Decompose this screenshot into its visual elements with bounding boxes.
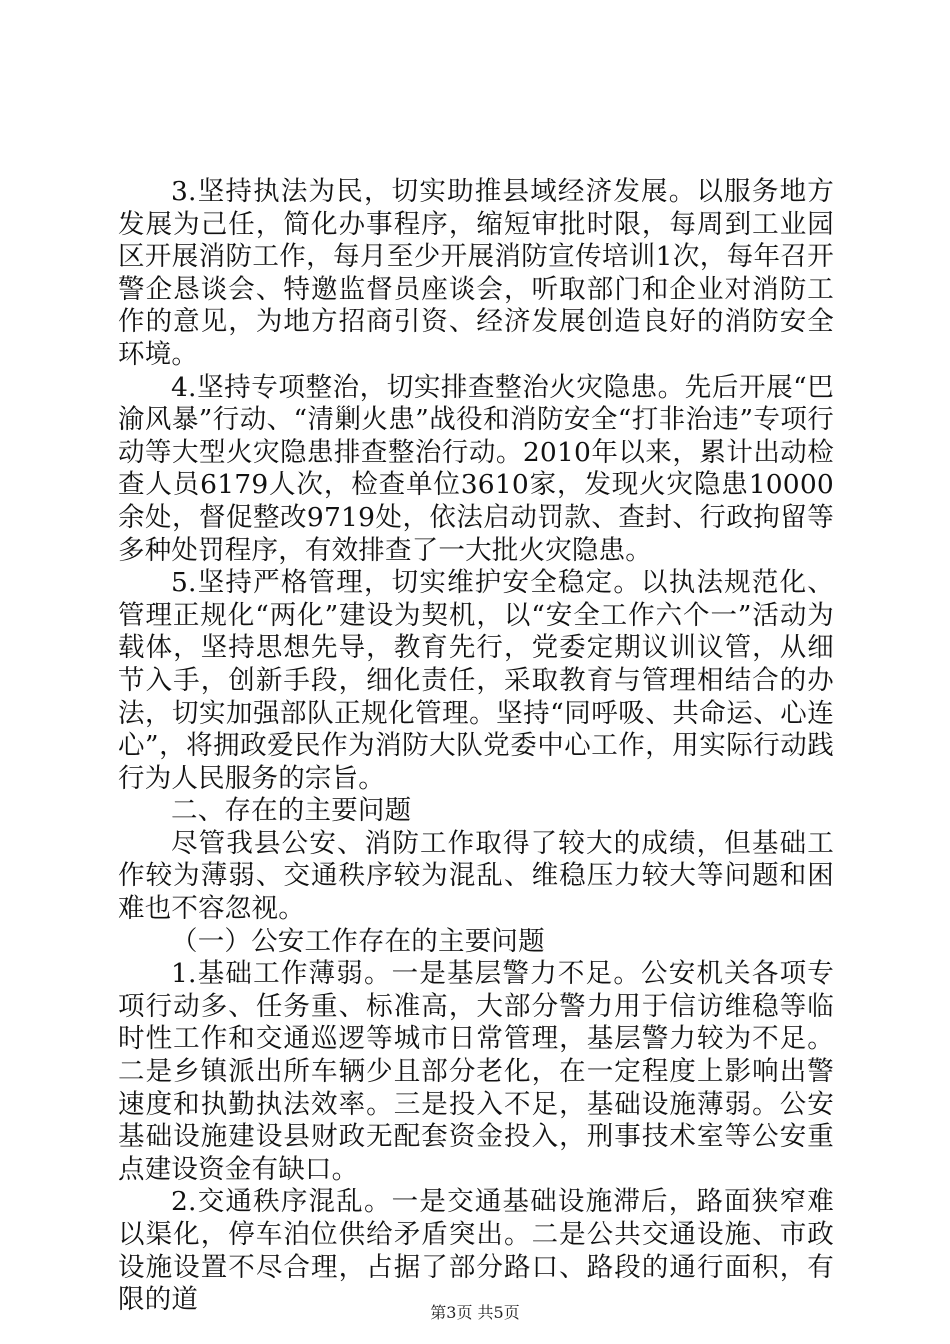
paragraph-item-5: 5.坚持严格管理，切实维护安全稳定。以执法规范化、管理正规化“两化”建设为契机，以“安全工作六个一”活动为载体，坚持思想先导，教育先行，党委定期议训议管，从细节入手，创新手段，细化责任，采取教育与管理相结合的办法，切实加强部队正规化管理。坚持“同呼吸、共命运、心连心”，将拥政爱民作为消防大队党委中心工作，用实际行动践行为人民服务的宗旨。 [118,567,834,794]
paragraph-problem-2: 2.交通秩序混乱。一是交通基础设施滞后，路面狭窄难以渠化，停车泊位供给矛盾突出。二是公共交通设施、市政设施设置不尽合理，占据了部分路口、路段的通行面积，有限的道 [118,1186,834,1316]
paragraph-item-3: 3.坚持执法为民，切实助推县域经济发展。以服务地方发展为己任，简化办事程序，缩短审批时限，每周到工业园区开展消防工作，每月至少开展消防宣传培训1次，每年召开警企恳谈会、特邀监督员座谈会，听取部门和企业对消防工作的意见，为地方招商引资、经济发展创造良好的消防安全环境。 [118,176,834,370]
subsection-heading-police-problems: （一）公安工作存在的主要问题 [171,925,545,957]
section-heading-main-problems: 二、存在的主要问题 [171,795,412,827]
paragraph-intro-problems: 尽管我县公安、消防工作取得了较大的成绩，但基础工作较为薄弱、交通秩序较为混乱、维稳压力较大等问题和困难也不容忽视。 [118,827,834,925]
document-body [118,176,834,1317]
page-number-footer: 第3页 共5页 [430,1303,520,1322]
paragraph-item-4: 4.坚持专项整治，切实排查整治火灾隐患。先后开展“巴渝风暴”行动、“清剿火患”战役和消防安全“打非治违”专项行动等大型火灾隐患排查整治行动。2010年以来，累计出动检查人员6179人次，检查单位3610家，发现火灾隐患10000余处，督促整改9719处，依法启动罚款、查封、行政拘留等多种处罚程序，有效排查了一大批火灾隐患。 [118,371,834,566]
paragraph-problem-1: 1.基础工作薄弱。一是基层警力不足。公安机关各项专项行动多、任务重、标准高，大部分警力用于信访维稳等临时性工作和交通巡逻等城市日常管理，基层警力较为不足。二是乡镇派出所车辆少且部分老化，在一定程度上影响出警速度和执勤执法效率。三是投入不足，基础设施薄弱。公安基础设施建设县财政无配套资金投入，刑事技术室等公安重点建设资金有缺口。 [118,958,834,1185]
